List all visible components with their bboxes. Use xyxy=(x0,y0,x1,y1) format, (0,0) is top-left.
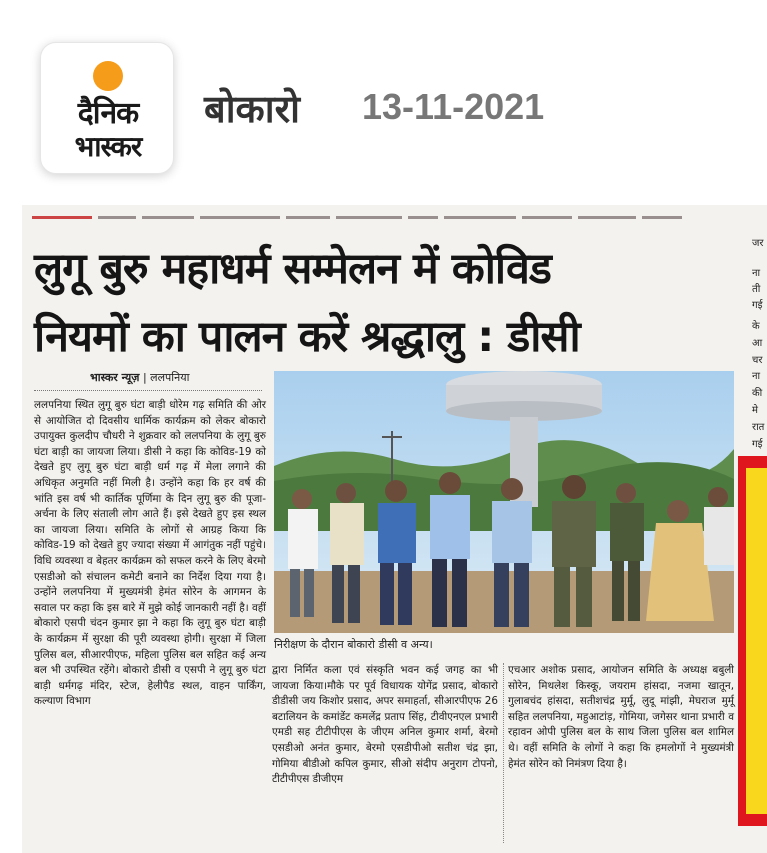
edition-city: बोकारो xyxy=(204,87,300,131)
side-fragment: गई xyxy=(752,300,763,311)
headline-line-1: लुगू बुरु महाधर्म सम्मेलन में कोविड xyxy=(34,244,551,294)
side-advertisement-inner xyxy=(746,468,767,814)
edition-date: 13-11-2021 xyxy=(362,86,545,127)
inspection-photo-illustration xyxy=(274,371,734,633)
logo-text-line2: भास्कर xyxy=(74,130,142,163)
side-fragment: ना xyxy=(752,268,761,279)
newspaper-clipping[interactable] xyxy=(22,205,767,853)
side-fragment: जर xyxy=(752,238,764,249)
side-fragment: आ xyxy=(752,338,763,349)
article-column-1: ललपनिया स्थित लुगू बुरु घंटा बाड़ी धोरेम गढ़ समिति की ओर से आयोजित दो दिवसीय धार्मिक कार्यक्रम को लेकर बोकारो उपायुक्त कुलदीप चौधरी ने शुक्रवार को ललपनिया के लुगू बुरु घंटा बाड़ी का जायजा लिया। डीसी ने कहा कि कोविड-19 को देखते हुए लुगू बुरु घंटा बाड़ी धर्म गढ़ में मेला लगाने की अधिकृत अनुमति नहीं मिली है। उन्होंने कहा कि हर वर्ष की भांति इस वर्ष भी कार्तिक पूर्णिमा के दिन लुगू बुरु की पूजा-अर्चना के लिए संताली लोग आते हैं। इसे देखते हुए इस स्थल का जायजा लिया। समिति के लोगों से आग्रह किया कि कोविड-19 को देखते हुए ज्यादा संख्या में आगंतुक नहीं पहुंचे। विधि व्यवस्था व बेहतर कार्यक्रम को सफल करने के लिए बेरमो एसडीओ को संचालन कमेटी बनाने का निर्देश दिया गया है। उन्होंने ललपनिया में मुख्यमंत्री हेमंत सोरेन के आगमन के सवाल पर कहा कि इस बारे में मुझे कोई जानकारी नहीं है। वहीं बोकारो एसपी चंदन कुमार झा ने कहा कि लुगू बुरु घंटा बाड़ी के कार्यक्रम में सुरक्षा की पूरी व्यवस्था होगी। सुरक्षा में जिला पुलिस बल, सीआरपीएफ, महिला पुलिस बल सहित कई अन्य बल भी उपस्थित रहेंगे। बोकारो डीसी व एसपी ने लुगू बुरु घंटा बाड़ी धर्मगढ़ मंदिर, स्टेज, हेलीपैड स्थल, वाहन पार्किंग, कल्याण विभाग xyxy=(34,399,266,708)
article-photo[interactable] xyxy=(274,371,734,633)
side-fragment: ती xyxy=(752,284,761,295)
article-column-3: एचआर अशोक प्रसाद, आयोजन समिति के अध्यक्ष बबुली सोरेन, मिथलेश किस्कू, जयराम हांसदा, नजमा खातून, गुलाबचंद हांसदा, सतीशचंद्र मुर्मू, लुदू मांझी, मेघराज मुर्मू सहित ललपनिया, महुआटांड़, गोमिया, जगेसर थाना प्रभारी व रहावन ओपी पुलिस बल के साथ जिला पुलिस बल शामिल थे। वहीं समिति के लोगों ने कहा कि हमलोगों ने मुख्यमंत्री हेमंत सोरेन को निमंत्रण दिया है। xyxy=(508,664,734,770)
side-fragment: चर xyxy=(752,355,763,366)
clipped-text-strip xyxy=(32,207,740,219)
logo-text-line1: दैनिक xyxy=(77,96,139,131)
side-fragment: की xyxy=(752,388,763,399)
byline-rule xyxy=(34,390,262,391)
byline-divider: | xyxy=(142,371,151,384)
side-fragment: ना xyxy=(752,371,761,382)
byline-place: ललपनिया xyxy=(150,371,190,384)
side-fragment: मे xyxy=(752,405,758,416)
side-fragment: गई xyxy=(752,439,763,450)
logo-sun-icon xyxy=(93,61,123,91)
app-header xyxy=(0,0,767,200)
side-fragment: के xyxy=(752,321,760,332)
photo-caption: निरीक्षण के दौरान बोकारो डीसी व अन्य। xyxy=(274,638,433,651)
article-column-2: द्वारा निर्मित कला एवं संस्कृति भवन कई जगह का भी जायजा किया।मौके पर पूर्व विधायक योगेंद्र प्रसाद, बोकारो डीडीसी जय किशोर प्रसाद, अपर समाहर्ता, सीआरपीएफ 26 बटालियन के कमांडेंट कमलेंद्र प्रताप सिंह, टीवीएनएल प्रभारी एमडी सह टीटीपीएस के जीएम अनिल कुमार शर्मा, बेरमो एसडीओ अनंत कुमार, बेरमो एसडीपीओ सतीश चंद्र झा, गोमिया बीडीओ कपिल कुमार, सीओ संदीप अनुराग टोपनो, टीटीपीएस डीजीएम xyxy=(272,664,498,786)
column-separator xyxy=(503,663,504,843)
side-advertisement-panel xyxy=(738,456,767,826)
byline-source: भास्कर न्यूज़ xyxy=(90,371,140,384)
byline xyxy=(90,370,190,385)
dainik-bhaskar-logo[interactable] xyxy=(40,42,174,174)
headline-line-2: नियमों का पालन करें श्रद्धालु : डीसी xyxy=(34,312,580,362)
side-fragment: रात xyxy=(752,422,765,433)
